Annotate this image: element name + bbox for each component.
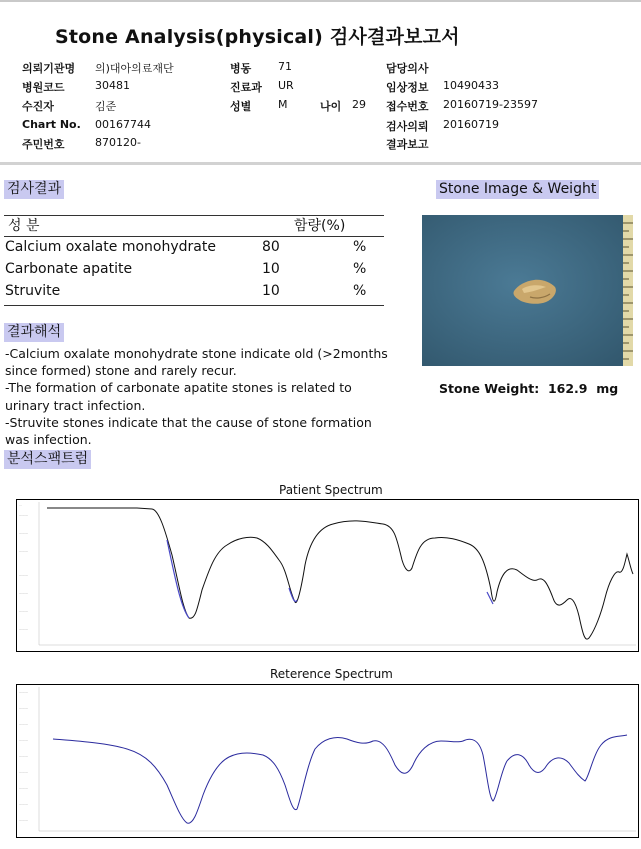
- reference-spectrum-plot: [16, 684, 639, 838]
- header-row: [230, 79, 262, 95]
- result-value: 80: [262, 239, 280, 255]
- stone-section-title: Stone Image & Weight: [436, 180, 599, 199]
- report-title: Stone Analysis(physical) 검사결과보고서: [55, 26, 460, 48]
- header-value: 71: [278, 60, 292, 73]
- header-label: 주민번호: [22, 138, 65, 151]
- header-label: 병동: [230, 62, 252, 75]
- header-row: [230, 98, 251, 114]
- col-header-component: 성 분: [8, 218, 40, 234]
- patient-spectrum-graphic: [17, 500, 638, 651]
- svg-text:———: ———: [19, 802, 28, 806]
- top-border: [0, 0, 641, 2]
- header-label: 진료과: [230, 81, 262, 94]
- header-value: UR: [278, 79, 294, 92]
- svg-text:———: ———: [19, 818, 28, 822]
- svg-text:———: ———: [19, 770, 28, 774]
- interpretation-section-title: 결과해석: [4, 323, 64, 342]
- svg-text:———: ———: [19, 754, 28, 758]
- header-label: 접수번호: [386, 100, 429, 113]
- header-row: [22, 79, 65, 95]
- interpretation-text: [5, 345, 400, 448]
- header-label: 의뢰기관명: [22, 62, 76, 75]
- result-value: 10: [262, 283, 280, 299]
- patient-spectrum-plot: [16, 499, 639, 652]
- interpretation-line: -Calcium oxalate monohydrate stone indicate old (>2months since formed) stone and rarely recur.: [5, 346, 388, 379]
- result-name: Carbonate apatite: [5, 261, 133, 277]
- table-header-rule: [4, 236, 384, 237]
- svg-text:———: ———: [19, 722, 28, 726]
- stone-weight: [439, 381, 618, 396]
- header-row: [320, 98, 341, 114]
- header-value: 10490433: [443, 79, 499, 92]
- header-label: 결과보고: [386, 138, 429, 151]
- stone-weight-label: Stone Weight:: [439, 381, 540, 396]
- header-label: 임상정보: [386, 81, 429, 94]
- stone-weight-value: 162.9: [547, 381, 588, 396]
- col-header-content: 함량(%): [294, 218, 346, 234]
- header-label: 수진자: [22, 100, 54, 113]
- header-row: [386, 118, 429, 134]
- header-value: 20160719: [443, 118, 499, 131]
- svg-text:———: ———: [19, 549, 28, 553]
- header-label: 병원코드: [22, 81, 65, 94]
- result-unit: %: [353, 261, 367, 277]
- svg-text:———: ———: [19, 591, 28, 595]
- result-value: 10: [262, 261, 280, 277]
- header-row: [22, 60, 75, 76]
- photo-ruler: [623, 215, 633, 366]
- interpretation-line: -The formation of carbonate apatite stones is related to urinary tract infection.: [5, 380, 352, 413]
- svg-text:———: ———: [19, 513, 28, 517]
- result-name: Calcium oxalate monohydrate: [5, 239, 216, 255]
- header-row: [22, 118, 81, 131]
- results-section-title: 검사결과: [4, 180, 64, 199]
- svg-text:...: ...: [19, 503, 22, 507]
- result-unit: %: [353, 283, 367, 299]
- header-value: M: [278, 98, 288, 111]
- header-row: [22, 136, 65, 152]
- stone-photo-graphic: [422, 215, 633, 366]
- header-value: 29: [352, 98, 366, 111]
- svg-text:———: ———: [19, 706, 28, 710]
- header-row: [386, 79, 429, 95]
- header-value: 20160719-23597: [443, 98, 538, 111]
- header-row: [386, 136, 429, 152]
- stone-photo: [422, 215, 633, 366]
- header-label: 담당의사: [386, 62, 429, 75]
- result-name: Struvite: [5, 283, 61, 299]
- header-row: [230, 60, 251, 76]
- header-row: [386, 60, 429, 76]
- result-unit: %: [353, 239, 367, 255]
- header-row: [386, 98, 429, 114]
- svg-text:———: ———: [19, 573, 28, 577]
- header-row: [22, 98, 54, 114]
- header-label: 검사의뢰: [386, 120, 429, 133]
- header-label: 나이: [320, 100, 342, 113]
- svg-text:———: ———: [19, 690, 28, 694]
- header-value: 30481: [95, 79, 130, 92]
- spectrum-section-title: 분석스팩트럼: [4, 450, 91, 469]
- interpretation-line: -Struvite stones indicate that the cause of stone formation was infection.: [5, 414, 372, 448]
- svg-text:———: ———: [19, 738, 28, 742]
- header-label: 성별: [230, 100, 252, 113]
- svg-text:———: ———: [19, 531, 28, 535]
- header-value: 00167744: [95, 118, 151, 131]
- table-bottom-rule: [4, 305, 384, 306]
- header-label: Chart No.: [22, 118, 81, 131]
- svg-text:———: ———: [19, 786, 28, 790]
- header-value: 870120-: [95, 136, 141, 149]
- stone-weight-unit: mg: [596, 381, 619, 396]
- header-divider: [0, 162, 641, 165]
- svg-text:———: ———: [19, 627, 28, 631]
- header-value: 김준: [95, 100, 117, 113]
- reference-spectrum-title: Reterence Spectrum: [270, 667, 393, 681]
- svg-text:———: ———: [19, 609, 28, 613]
- header-value: 의)대아의료재단: [95, 62, 174, 75]
- reference-spectrum-graphic: [17, 685, 638, 837]
- patient-spectrum-title: Patient Spectrum: [279, 483, 383, 497]
